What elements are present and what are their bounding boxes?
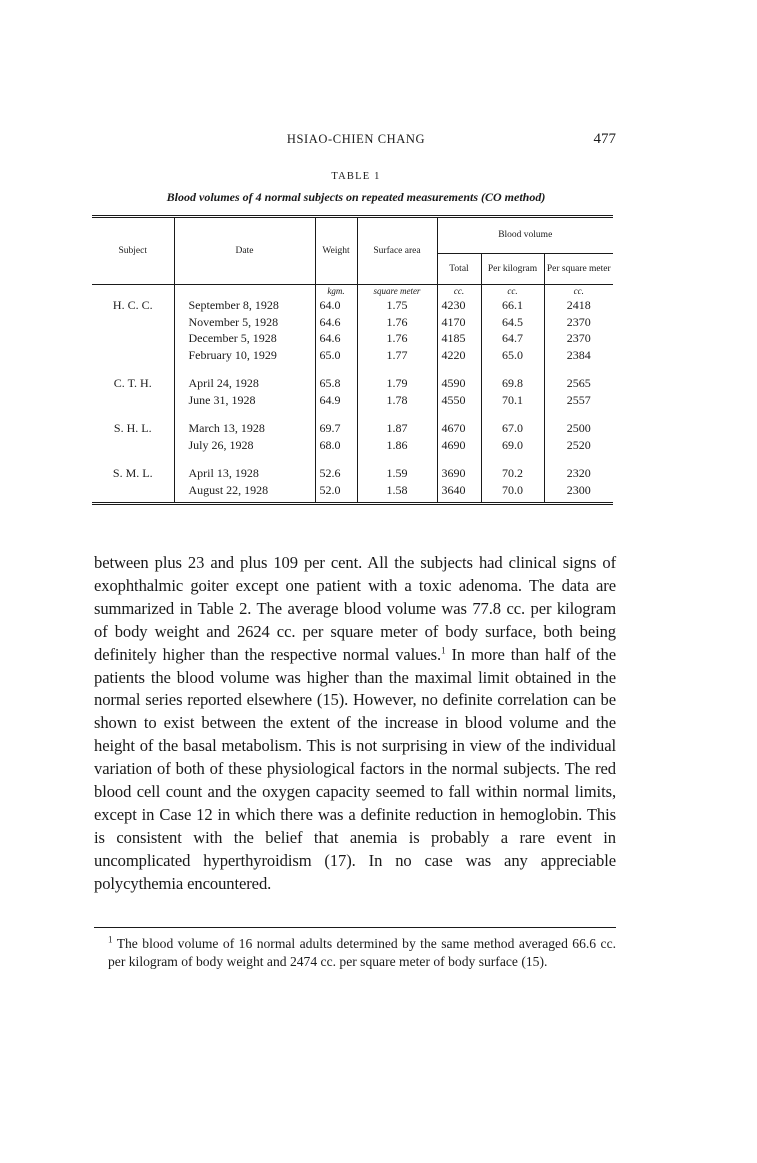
table-row xyxy=(92,330,613,347)
running-head xyxy=(96,131,616,151)
table-row xyxy=(92,314,613,331)
unit-per-square-meter: cc. xyxy=(544,285,613,298)
total-cell: 4230 xyxy=(437,297,481,314)
date-cell: July 26, 1928 xyxy=(174,437,315,454)
table-body xyxy=(92,285,613,504)
header-per-square-meter: Per square meter xyxy=(544,254,613,285)
total-cell: 4670 xyxy=(437,420,481,437)
page-number: 477 xyxy=(593,131,616,147)
footnote xyxy=(94,935,616,971)
per-kilogram-cell: 65.0 xyxy=(481,347,544,364)
per-kilogram-cell: 70.1 xyxy=(481,392,544,409)
subject-cell xyxy=(92,437,174,454)
surface-area-cell: 1.79 xyxy=(357,375,437,392)
date-cell: December 5, 1928 xyxy=(174,330,315,347)
date-cell: April 24, 1928 xyxy=(174,375,315,392)
surface-area-cell: 1.78 xyxy=(357,392,437,409)
group-spacer xyxy=(92,363,613,375)
date-cell: November 5, 1928 xyxy=(174,314,315,331)
subject-cell: S. M. L. xyxy=(112,466,153,480)
group-spacer xyxy=(92,453,613,465)
surface-area-cell: 1.86 xyxy=(357,437,437,454)
header-per-kilogram: Per kilogram xyxy=(481,254,544,285)
per-kilogram-cell: 66.1 xyxy=(481,297,544,314)
weight-cell: 65.0 xyxy=(315,347,357,364)
surface-area-cell: 1.76 xyxy=(357,314,437,331)
weight-cell: 64.6 xyxy=(315,314,357,331)
per-square-meter-cell: 2418 xyxy=(544,297,613,314)
per-kilogram-cell: 69.8 xyxy=(481,375,544,392)
per-square-meter-cell: 2557 xyxy=(544,392,613,409)
weight-cell: 65.8 xyxy=(315,375,357,392)
table-row xyxy=(92,420,613,437)
per-kilogram-cell: 64.7 xyxy=(481,330,544,347)
header-weight: Weight xyxy=(315,217,357,285)
surface-area-cell: 1.76 xyxy=(357,330,437,347)
total-cell: 4550 xyxy=(437,392,481,409)
blood-volume-table-wrap xyxy=(92,215,613,505)
header-surface-area: Surface area xyxy=(357,217,437,285)
date-cell: August 22, 1928 xyxy=(174,482,315,499)
subject-cell xyxy=(92,392,174,409)
surface-area-cell: 1.58 xyxy=(357,482,437,499)
subject-cell xyxy=(92,330,174,347)
table-label: TABLE 1 xyxy=(331,171,381,182)
date-cell: April 13, 1928 xyxy=(174,465,315,482)
date-cell: February 10, 1929 xyxy=(174,347,315,364)
unit-total: cc. xyxy=(437,285,481,298)
unit-weight: kgm. xyxy=(315,285,357,298)
surface-area-cell: 1.75 xyxy=(357,297,437,314)
date-cell: September 8, 1928 xyxy=(174,297,315,314)
body-text-part-1: between plus 23 and plus 109 per cent. All the subjects had clinical signs of exophthalmic goiter except one patient with a toxic adenoma. The data are summarized in Table 2. The average blood volume was 77.8 cc. per kilogram of body weight and 2624 cc. per square meter of body surface, both being definitely higher than the respective normal values. xyxy=(94,553,616,664)
per-square-meter-cell: 2565 xyxy=(544,375,613,392)
body-paragraph xyxy=(94,552,616,896)
unit-surface-area: square meter xyxy=(357,285,437,298)
per-square-meter-cell: 2500 xyxy=(544,420,613,437)
per-square-meter-cell: 2370 xyxy=(544,330,613,347)
subject-cell: C. T. H. xyxy=(113,376,152,390)
header-total: Total xyxy=(437,254,481,285)
table-caption: Blood volumes of 4 normal subjects on repeated measurements (CO method) xyxy=(166,190,546,204)
subject-cell: H. C. C. xyxy=(112,298,153,312)
blood-volume-table xyxy=(92,215,613,505)
weight-cell: 52.0 xyxy=(315,482,357,499)
header-subject: Subject xyxy=(92,217,174,285)
table-row xyxy=(92,482,613,499)
subject-cell: S. H. L. xyxy=(113,421,152,435)
date-cell: March 13, 1928 xyxy=(174,420,315,437)
total-cell: 4590 xyxy=(437,375,481,392)
table-bottom-padding xyxy=(92,498,613,504)
per-kilogram-cell: 69.0 xyxy=(481,437,544,454)
table-row xyxy=(92,437,613,454)
surface-area-cell: 1.77 xyxy=(357,347,437,364)
total-cell: 4220 xyxy=(437,347,481,364)
footnote-divider xyxy=(94,927,616,928)
weight-cell: 64.6 xyxy=(315,330,357,347)
weight-cell: 64.0 xyxy=(315,297,357,314)
table-row xyxy=(92,465,613,482)
footnote-text: The blood volume of 16 normal adults determined by the same method averaged 66.6 cc. per kilogram of body weight and 2474 cc. per square meter of body surface (15). xyxy=(108,936,617,969)
weight-cell: 52.6 xyxy=(315,465,357,482)
weight-cell: 68.0 xyxy=(315,437,357,454)
per-kilogram-cell: 70.0 xyxy=(481,482,544,499)
table-row xyxy=(92,347,613,364)
weight-cell: 64.9 xyxy=(315,392,357,409)
subject-cell xyxy=(92,314,174,331)
units-row xyxy=(92,285,613,298)
total-cell: 3640 xyxy=(437,482,481,499)
subject-cell xyxy=(92,347,174,364)
subject-cell xyxy=(92,482,174,499)
total-cell: 4690 xyxy=(437,437,481,454)
group-spacer xyxy=(92,408,613,420)
per-kilogram-cell: 64.5 xyxy=(481,314,544,331)
table-row xyxy=(92,297,613,314)
unit-per-kilogram: cc. xyxy=(481,285,544,298)
footnote-reference: 1 xyxy=(441,645,446,656)
table-row xyxy=(92,375,613,392)
per-square-meter-cell: 2520 xyxy=(544,437,613,454)
per-kilogram-cell: 67.0 xyxy=(481,420,544,437)
weight-cell: 69.7 xyxy=(315,420,357,437)
total-cell: 4185 xyxy=(437,330,481,347)
per-square-meter-cell: 2370 xyxy=(544,314,613,331)
per-square-meter-cell: 2384 xyxy=(544,347,613,364)
body-text-part-2: In more than half of the patients the blood volume was higher than the maximal limit obtained in the normal series reported elsewhere (15). However, no definite correlation can be shown to exist between the extent of the increase in blood volume and the height of the basal metabolism. This is not surprising in view of the individual variation of both of these physiological factors in the normal subjects. The red blood cell count and the oxygen capacity seemed to fall within normal limits, except in Case 12 in which there was a definite reduction in hemoglobin. This is consistent with the belief that anemia is probably a rare event in uncomplicated hyperthyroidism (17). In no case was any appreciable polycythemia encountered. xyxy=(94,644,616,893)
per-square-meter-cell: 2300 xyxy=(544,482,613,499)
surface-area-cell: 1.59 xyxy=(357,465,437,482)
footnote-marker: 1 xyxy=(108,934,113,945)
total-cell: 3690 xyxy=(437,465,481,482)
date-cell: June 31, 1928 xyxy=(174,392,315,409)
running-head-title: HSIAO-CHIEN CHANG xyxy=(286,132,426,146)
table-row xyxy=(92,392,613,409)
per-square-meter-cell: 2320 xyxy=(544,465,613,482)
per-kilogram-cell: 70.2 xyxy=(481,465,544,482)
header-date: Date xyxy=(174,217,315,285)
header-blood-volume: Blood volume xyxy=(437,217,613,254)
surface-area-cell: 1.87 xyxy=(357,420,437,437)
total-cell: 4170 xyxy=(437,314,481,331)
